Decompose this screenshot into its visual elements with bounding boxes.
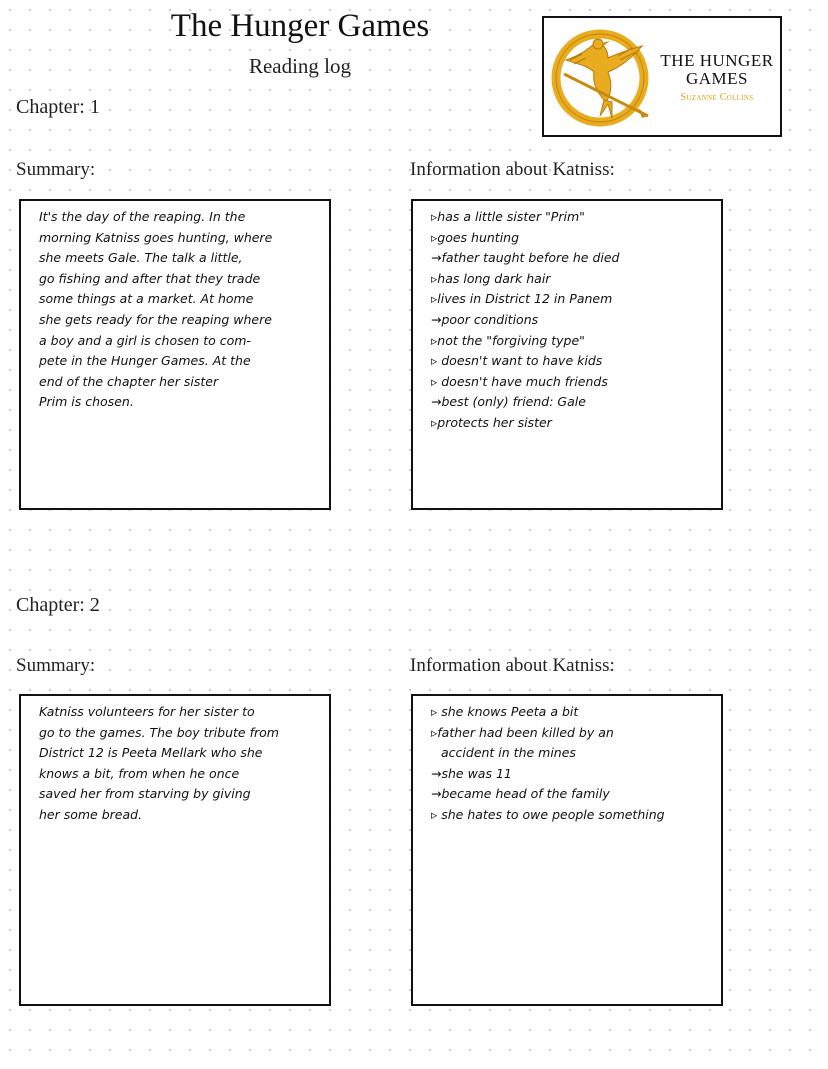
- summary-line: Prim is chosen.: [39, 394, 134, 410]
- chapter-2-summary-box: [19, 694, 331, 1006]
- note-item: ▹has a little sister "Prim": [431, 209, 585, 224]
- note-item: ▹ doesn't want to have kids: [431, 353, 603, 369]
- note-item: ▹protects her sister: [431, 414, 552, 430]
- summary-line: District 12 is Peeta Mellark who she: [39, 745, 263, 761]
- chapter-2-info-box: [411, 694, 723, 1006]
- chapter-2-label: Chapter: 2: [16, 594, 100, 616]
- katniss-notes-list: [431, 207, 711, 434]
- note-item: ▹has long dark hair: [431, 270, 551, 286]
- note-item: →best (only) friend: Gale: [431, 394, 586, 410]
- summary-line: knows a bit, from when he once: [39, 765, 240, 781]
- note-item: ▹ she hates to owe people something: [431, 806, 665, 822]
- summary-line: end of the chapter her sister: [39, 373, 219, 389]
- page-title: The Hunger Games: [170, 8, 430, 44]
- summary-line: pete in the Hunger Games. At the: [39, 353, 251, 369]
- page-subtitle: Reading log: [248, 54, 352, 78]
- chapter-2-info-label: Information about Katniss:: [410, 655, 615, 676]
- note-item: ▹lives in District 12 in Panem: [431, 291, 613, 307]
- summary-line: she gets ready for the reaping where: [39, 311, 272, 327]
- summary-line: It's the day of the reaping. In the: [39, 209, 246, 224]
- chapter-1-info-label: Information about Katniss:: [410, 159, 615, 180]
- cover-title: THE HUNGER GAMES: [660, 51, 774, 88]
- book-cover: [542, 16, 782, 137]
- summary-line: morning Katniss goes hunting, where: [39, 229, 273, 245]
- note-item: →became head of the family: [431, 786, 610, 802]
- summary-line: saved her from starving by giving: [39, 786, 251, 802]
- summary-line: her some bread.: [39, 806, 143, 822]
- summary-line: she meets Gale. The talk a little,: [39, 250, 243, 266]
- chapter-1-label: Chapter: 1: [16, 96, 100, 118]
- note-item: ▹not the "forgiving type": [431, 332, 585, 348]
- summary-line: some things at a market. At home: [39, 291, 254, 307]
- katniss-notes-list: [431, 702, 711, 826]
- note-item: ▹ doesn't have much friends: [431, 373, 608, 389]
- chapter-1-summary-box: [19, 199, 331, 510]
- note-item: →poor conditions: [431, 311, 539, 327]
- chapter-1-info-box: [411, 199, 723, 510]
- summary-line: go to the games. The boy tribute from: [39, 724, 279, 740]
- note-item: →father taught before he died: [431, 250, 620, 266]
- note-item: accident in the mines: [441, 745, 576, 761]
- summary-line: go fishing and after that they trade: [39, 270, 261, 286]
- summary-line: a boy and a girl is chosen to com-: [39, 332, 251, 348]
- cover-author: Suzanne Collins: [680, 92, 754, 103]
- chapter-2-summary-label: Summary:: [16, 655, 96, 676]
- summary-line: Katniss volunteers for her sister to: [39, 704, 255, 719]
- note-item: →she was 11: [431, 765, 512, 781]
- mockingjay-pin-icon: [548, 20, 658, 134]
- note-item: ▹father had been killed by an: [431, 724, 614, 740]
- chapter-1-summary-label: Summary:: [16, 159, 96, 180]
- note-item: ▹goes hunting: [431, 229, 520, 245]
- note-item: ▹ she knows Peeta a bit: [431, 704, 579, 719]
